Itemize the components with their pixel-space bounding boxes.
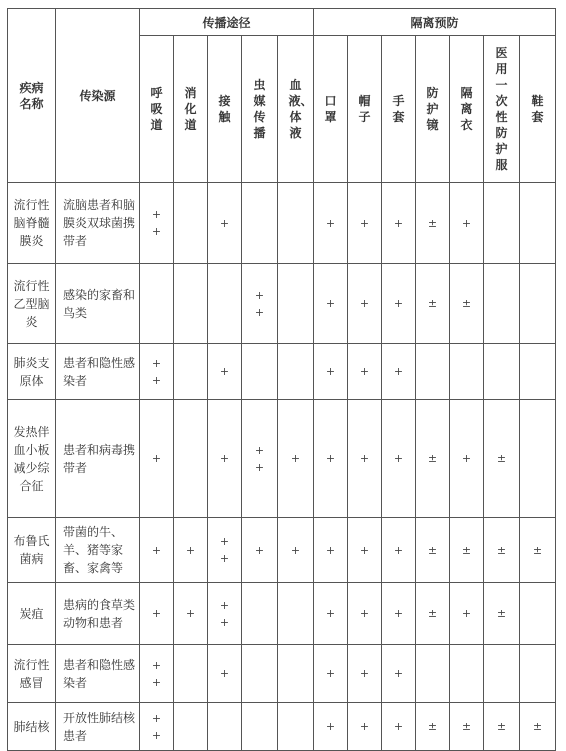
source-text: 患者和病毒携带者 bbox=[63, 442, 136, 475]
disease-name: 发热伴血小板减少综合征 bbox=[13, 424, 50, 493]
mark-symbol: + + bbox=[219, 535, 230, 565]
cell-gown bbox=[450, 264, 484, 344]
cell-contact bbox=[208, 344, 242, 400]
cell-contact bbox=[208, 583, 242, 645]
header-col-mask: 口罩 bbox=[314, 36, 348, 183]
cell-contact bbox=[208, 645, 242, 703]
mark-symbol: ± bbox=[461, 297, 472, 310]
cell-vector bbox=[242, 583, 278, 645]
mark-symbol: ± bbox=[427, 607, 438, 620]
cell-digestive bbox=[174, 645, 208, 703]
table-body bbox=[8, 183, 556, 751]
header-col-vector: 虫媒传播 bbox=[242, 36, 278, 183]
cell-protective-suit bbox=[484, 344, 520, 400]
cell-shoe-cover bbox=[520, 400, 556, 518]
source-text: 患病的食草类动物和患者 bbox=[63, 597, 136, 630]
mark-symbol: ± bbox=[496, 543, 507, 557]
disease-name: 流行性脑脊髓膜炎 bbox=[13, 198, 50, 248]
cell-digestive bbox=[174, 518, 208, 583]
cell-blood bbox=[278, 703, 314, 751]
mark-symbol: + bbox=[219, 365, 230, 378]
cell-blood bbox=[278, 344, 314, 400]
header-col-gloves: 手套 bbox=[382, 36, 416, 183]
cell-respiratory bbox=[140, 703, 174, 751]
mark-symbol: + bbox=[359, 607, 370, 620]
cell-goggles bbox=[416, 645, 450, 703]
cell-digestive bbox=[174, 264, 208, 344]
cell-digestive bbox=[174, 400, 208, 518]
cell-mask bbox=[314, 264, 348, 344]
disease-name: 流行性感冒 bbox=[13, 657, 50, 690]
header-group-isolation: 隔离预防 bbox=[314, 9, 556, 36]
cell-cap bbox=[348, 400, 382, 518]
cell-goggles bbox=[416, 400, 450, 518]
cell-protective-suit bbox=[484, 645, 520, 703]
cell-gown bbox=[450, 518, 484, 583]
table-row bbox=[8, 583, 556, 645]
cell-contact bbox=[208, 518, 242, 583]
header-col-respiratory: 呼吸道 bbox=[140, 36, 174, 183]
mark-symbol: + bbox=[290, 543, 301, 557]
cell-blood bbox=[278, 183, 314, 264]
mark-symbol: + + bbox=[254, 443, 265, 474]
mark-symbol: + + bbox=[151, 208, 162, 238]
cell-protective-suit bbox=[484, 400, 520, 518]
cell-respiratory bbox=[140, 344, 174, 400]
disease-name-cell bbox=[8, 645, 56, 703]
mark-symbol: ± bbox=[496, 452, 507, 465]
mark-symbol: ± bbox=[532, 543, 543, 557]
source-text: 流脑患者和脑膜炎双球菌携带者 bbox=[63, 198, 136, 248]
cell-protective-suit bbox=[484, 703, 520, 751]
cell-vector bbox=[242, 344, 278, 400]
cell-respiratory bbox=[140, 518, 174, 583]
mark-symbol: + + bbox=[151, 658, 162, 689]
mark-symbol: + bbox=[359, 543, 370, 557]
mark-symbol: ± bbox=[496, 720, 507, 733]
table-row bbox=[8, 183, 556, 264]
mark-symbol: + bbox=[461, 607, 472, 620]
source-text: 患者和隐性感染者 bbox=[63, 657, 136, 690]
mark-symbol: + bbox=[219, 667, 230, 680]
cell-gown bbox=[450, 400, 484, 518]
cell-vector bbox=[242, 264, 278, 344]
mark-symbol: + bbox=[393, 365, 404, 378]
header-group-route: 传播途径 bbox=[140, 9, 314, 36]
source-cell bbox=[56, 183, 140, 264]
cell-gloves bbox=[382, 645, 416, 703]
cell-respiratory bbox=[140, 645, 174, 703]
cell-mask bbox=[314, 183, 348, 264]
table-row bbox=[8, 645, 556, 703]
source-text: 感染的家畜和鸟类 bbox=[63, 287, 136, 320]
cell-gloves bbox=[382, 183, 416, 264]
cell-cap bbox=[348, 703, 382, 751]
disease-name-cell bbox=[8, 703, 56, 751]
table-row bbox=[8, 344, 556, 400]
mark-symbol: + bbox=[393, 607, 404, 620]
cell-shoe-cover bbox=[520, 183, 556, 264]
cell-vector bbox=[242, 703, 278, 751]
table-row bbox=[8, 264, 556, 344]
disease-isolation-table bbox=[7, 8, 556, 751]
cell-gloves bbox=[382, 518, 416, 583]
disease-name: 布鲁氏菌病 bbox=[13, 534, 50, 566]
disease-name: 肺结核 bbox=[13, 719, 50, 734]
mark-symbol: + bbox=[185, 543, 196, 557]
mark-symbol: + bbox=[325, 667, 336, 680]
cell-digestive bbox=[174, 344, 208, 400]
mark-symbol: + bbox=[393, 452, 404, 465]
mark-symbol: ± bbox=[427, 452, 438, 465]
cell-mask bbox=[314, 703, 348, 751]
cell-shoe-cover bbox=[520, 703, 556, 751]
cell-mask bbox=[314, 518, 348, 583]
mark-symbol: + bbox=[461, 216, 472, 230]
mark-symbol: ± bbox=[532, 720, 543, 733]
cell-gloves bbox=[382, 400, 416, 518]
mark-symbol: + bbox=[151, 452, 162, 465]
mark-symbol: + + bbox=[219, 598, 230, 629]
mark-symbol: ± bbox=[461, 720, 472, 733]
header-disease-name: 疾病名称 bbox=[8, 9, 56, 183]
cell-digestive bbox=[174, 703, 208, 751]
cell-gown bbox=[450, 344, 484, 400]
cell-shoe-cover bbox=[520, 583, 556, 645]
header-col-cap: 帽子 bbox=[348, 36, 382, 183]
cell-goggles bbox=[416, 183, 450, 264]
disease-name-cell bbox=[8, 400, 56, 518]
mark-symbol: + + bbox=[151, 356, 162, 387]
mark-symbol: + bbox=[461, 452, 472, 465]
mark-symbol: + bbox=[359, 452, 370, 465]
source-cell bbox=[56, 344, 140, 400]
header-row-groups bbox=[8, 9, 556, 36]
cell-contact bbox=[208, 264, 242, 344]
cell-goggles bbox=[416, 264, 450, 344]
mark-symbol: ± bbox=[496, 607, 507, 620]
cell-protective-suit bbox=[484, 583, 520, 645]
disease-name: 炭疽 bbox=[19, 606, 44, 621]
cell-protective-suit bbox=[484, 518, 520, 583]
header-col-gown: 隔离衣 bbox=[450, 36, 484, 183]
mark-symbol: + bbox=[325, 607, 336, 620]
source-cell bbox=[56, 518, 140, 583]
cell-gloves bbox=[382, 583, 416, 645]
source-cell bbox=[56, 400, 140, 518]
cell-contact bbox=[208, 400, 242, 518]
cell-vector bbox=[242, 400, 278, 518]
cell-mask bbox=[314, 583, 348, 645]
mark-symbol: + bbox=[151, 607, 162, 620]
mark-symbol: + bbox=[325, 543, 336, 557]
source-cell bbox=[56, 583, 140, 645]
cell-vector bbox=[242, 518, 278, 583]
cell-cap bbox=[348, 264, 382, 344]
mark-symbol: + bbox=[254, 543, 265, 557]
mark-symbol: + bbox=[359, 720, 370, 733]
mark-symbol: + bbox=[393, 543, 404, 557]
mark-symbol: + bbox=[325, 216, 336, 230]
header-source: 传染源 bbox=[56, 9, 140, 183]
source-text: 患者和隐性感染者 bbox=[63, 355, 136, 388]
header-col-shoe-cover: 鞋套 bbox=[520, 36, 556, 183]
cell-protective-suit bbox=[484, 264, 520, 344]
cell-digestive bbox=[174, 183, 208, 264]
cell-goggles bbox=[416, 344, 450, 400]
mark-symbol: + bbox=[219, 452, 230, 465]
cell-respiratory bbox=[140, 583, 174, 645]
header-col-digestive: 消化道 bbox=[174, 36, 208, 183]
mark-symbol: ± bbox=[427, 543, 438, 557]
cell-gloves bbox=[382, 344, 416, 400]
cell-cap bbox=[348, 583, 382, 645]
cell-digestive bbox=[174, 583, 208, 645]
cell-cap bbox=[348, 518, 382, 583]
mark-symbol: + bbox=[151, 543, 162, 557]
header-col-protective-suit: 医用一次性防护服 bbox=[484, 36, 520, 183]
mark-symbol: ± bbox=[461, 543, 472, 557]
mark-symbol: + bbox=[393, 297, 404, 310]
header-col-blood: 血液、体液 bbox=[278, 36, 314, 183]
source-text: 开放性肺结核患者 bbox=[63, 710, 136, 743]
cell-cap bbox=[348, 344, 382, 400]
mark-symbol: + bbox=[393, 667, 404, 680]
mark-symbol: + bbox=[219, 216, 230, 230]
cell-gloves bbox=[382, 703, 416, 751]
disease-name-cell bbox=[8, 183, 56, 264]
mark-symbol: + bbox=[325, 297, 336, 310]
mark-symbol: + bbox=[359, 667, 370, 680]
table-row bbox=[8, 703, 556, 751]
disease-name-cell bbox=[8, 344, 56, 400]
cell-goggles bbox=[416, 703, 450, 751]
mark-symbol: + bbox=[359, 365, 370, 378]
disease-name-cell bbox=[8, 583, 56, 645]
header-col-contact: 接触 bbox=[208, 36, 242, 183]
cell-blood bbox=[278, 645, 314, 703]
cell-blood bbox=[278, 518, 314, 583]
source-cell bbox=[56, 703, 140, 751]
cell-respiratory bbox=[140, 183, 174, 264]
mark-symbol: + bbox=[359, 297, 370, 310]
cell-gloves bbox=[382, 264, 416, 344]
cell-goggles bbox=[416, 583, 450, 645]
mark-symbol: + bbox=[393, 720, 404, 733]
cell-contact bbox=[208, 703, 242, 751]
cell-shoe-cover bbox=[520, 264, 556, 344]
mark-symbol: ± bbox=[427, 297, 438, 310]
cell-vector bbox=[242, 645, 278, 703]
mark-symbol: + bbox=[325, 365, 336, 378]
cell-cap bbox=[348, 645, 382, 703]
cell-gown bbox=[450, 703, 484, 751]
table-row bbox=[8, 400, 556, 518]
mark-symbol: + bbox=[185, 607, 196, 620]
cell-respiratory bbox=[140, 400, 174, 518]
mark-symbol: + + bbox=[254, 288, 265, 319]
mark-symbol: + bbox=[290, 452, 301, 465]
cell-blood bbox=[278, 400, 314, 518]
mark-symbol: + + bbox=[151, 711, 162, 742]
mark-symbol: + bbox=[325, 720, 336, 733]
cell-goggles bbox=[416, 518, 450, 583]
source-cell bbox=[56, 264, 140, 344]
cell-gown bbox=[450, 645, 484, 703]
cell-blood bbox=[278, 264, 314, 344]
cell-gown bbox=[450, 583, 484, 645]
cell-cap bbox=[348, 183, 382, 264]
cell-mask bbox=[314, 400, 348, 518]
header-col-goggles: 防护镜 bbox=[416, 36, 450, 183]
cell-protective-suit bbox=[484, 183, 520, 264]
source-text: 带菌的牛、羊、猪等家畜、家禽等 bbox=[63, 525, 124, 575]
cell-shoe-cover bbox=[520, 344, 556, 400]
cell-vector bbox=[242, 183, 278, 264]
table-row bbox=[8, 518, 556, 583]
cell-shoe-cover bbox=[520, 645, 556, 703]
disease-name: 肺炎支原体 bbox=[13, 355, 50, 388]
mark-symbol: ± bbox=[427, 720, 438, 733]
cell-blood bbox=[278, 583, 314, 645]
cell-respiratory bbox=[140, 264, 174, 344]
disease-name: 流行性乙型脑炎 bbox=[13, 278, 50, 329]
cell-mask bbox=[314, 344, 348, 400]
mark-symbol: + bbox=[359, 216, 370, 230]
mark-symbol: ± bbox=[427, 216, 438, 230]
disease-name-cell bbox=[8, 518, 56, 583]
cell-shoe-cover bbox=[520, 518, 556, 583]
cell-gown bbox=[450, 183, 484, 264]
mark-symbol: + bbox=[393, 216, 404, 230]
cell-contact bbox=[208, 183, 242, 264]
disease-name-cell bbox=[8, 264, 56, 344]
mark-symbol: + bbox=[325, 452, 336, 465]
source-cell bbox=[56, 645, 140, 703]
cell-mask bbox=[314, 645, 348, 703]
